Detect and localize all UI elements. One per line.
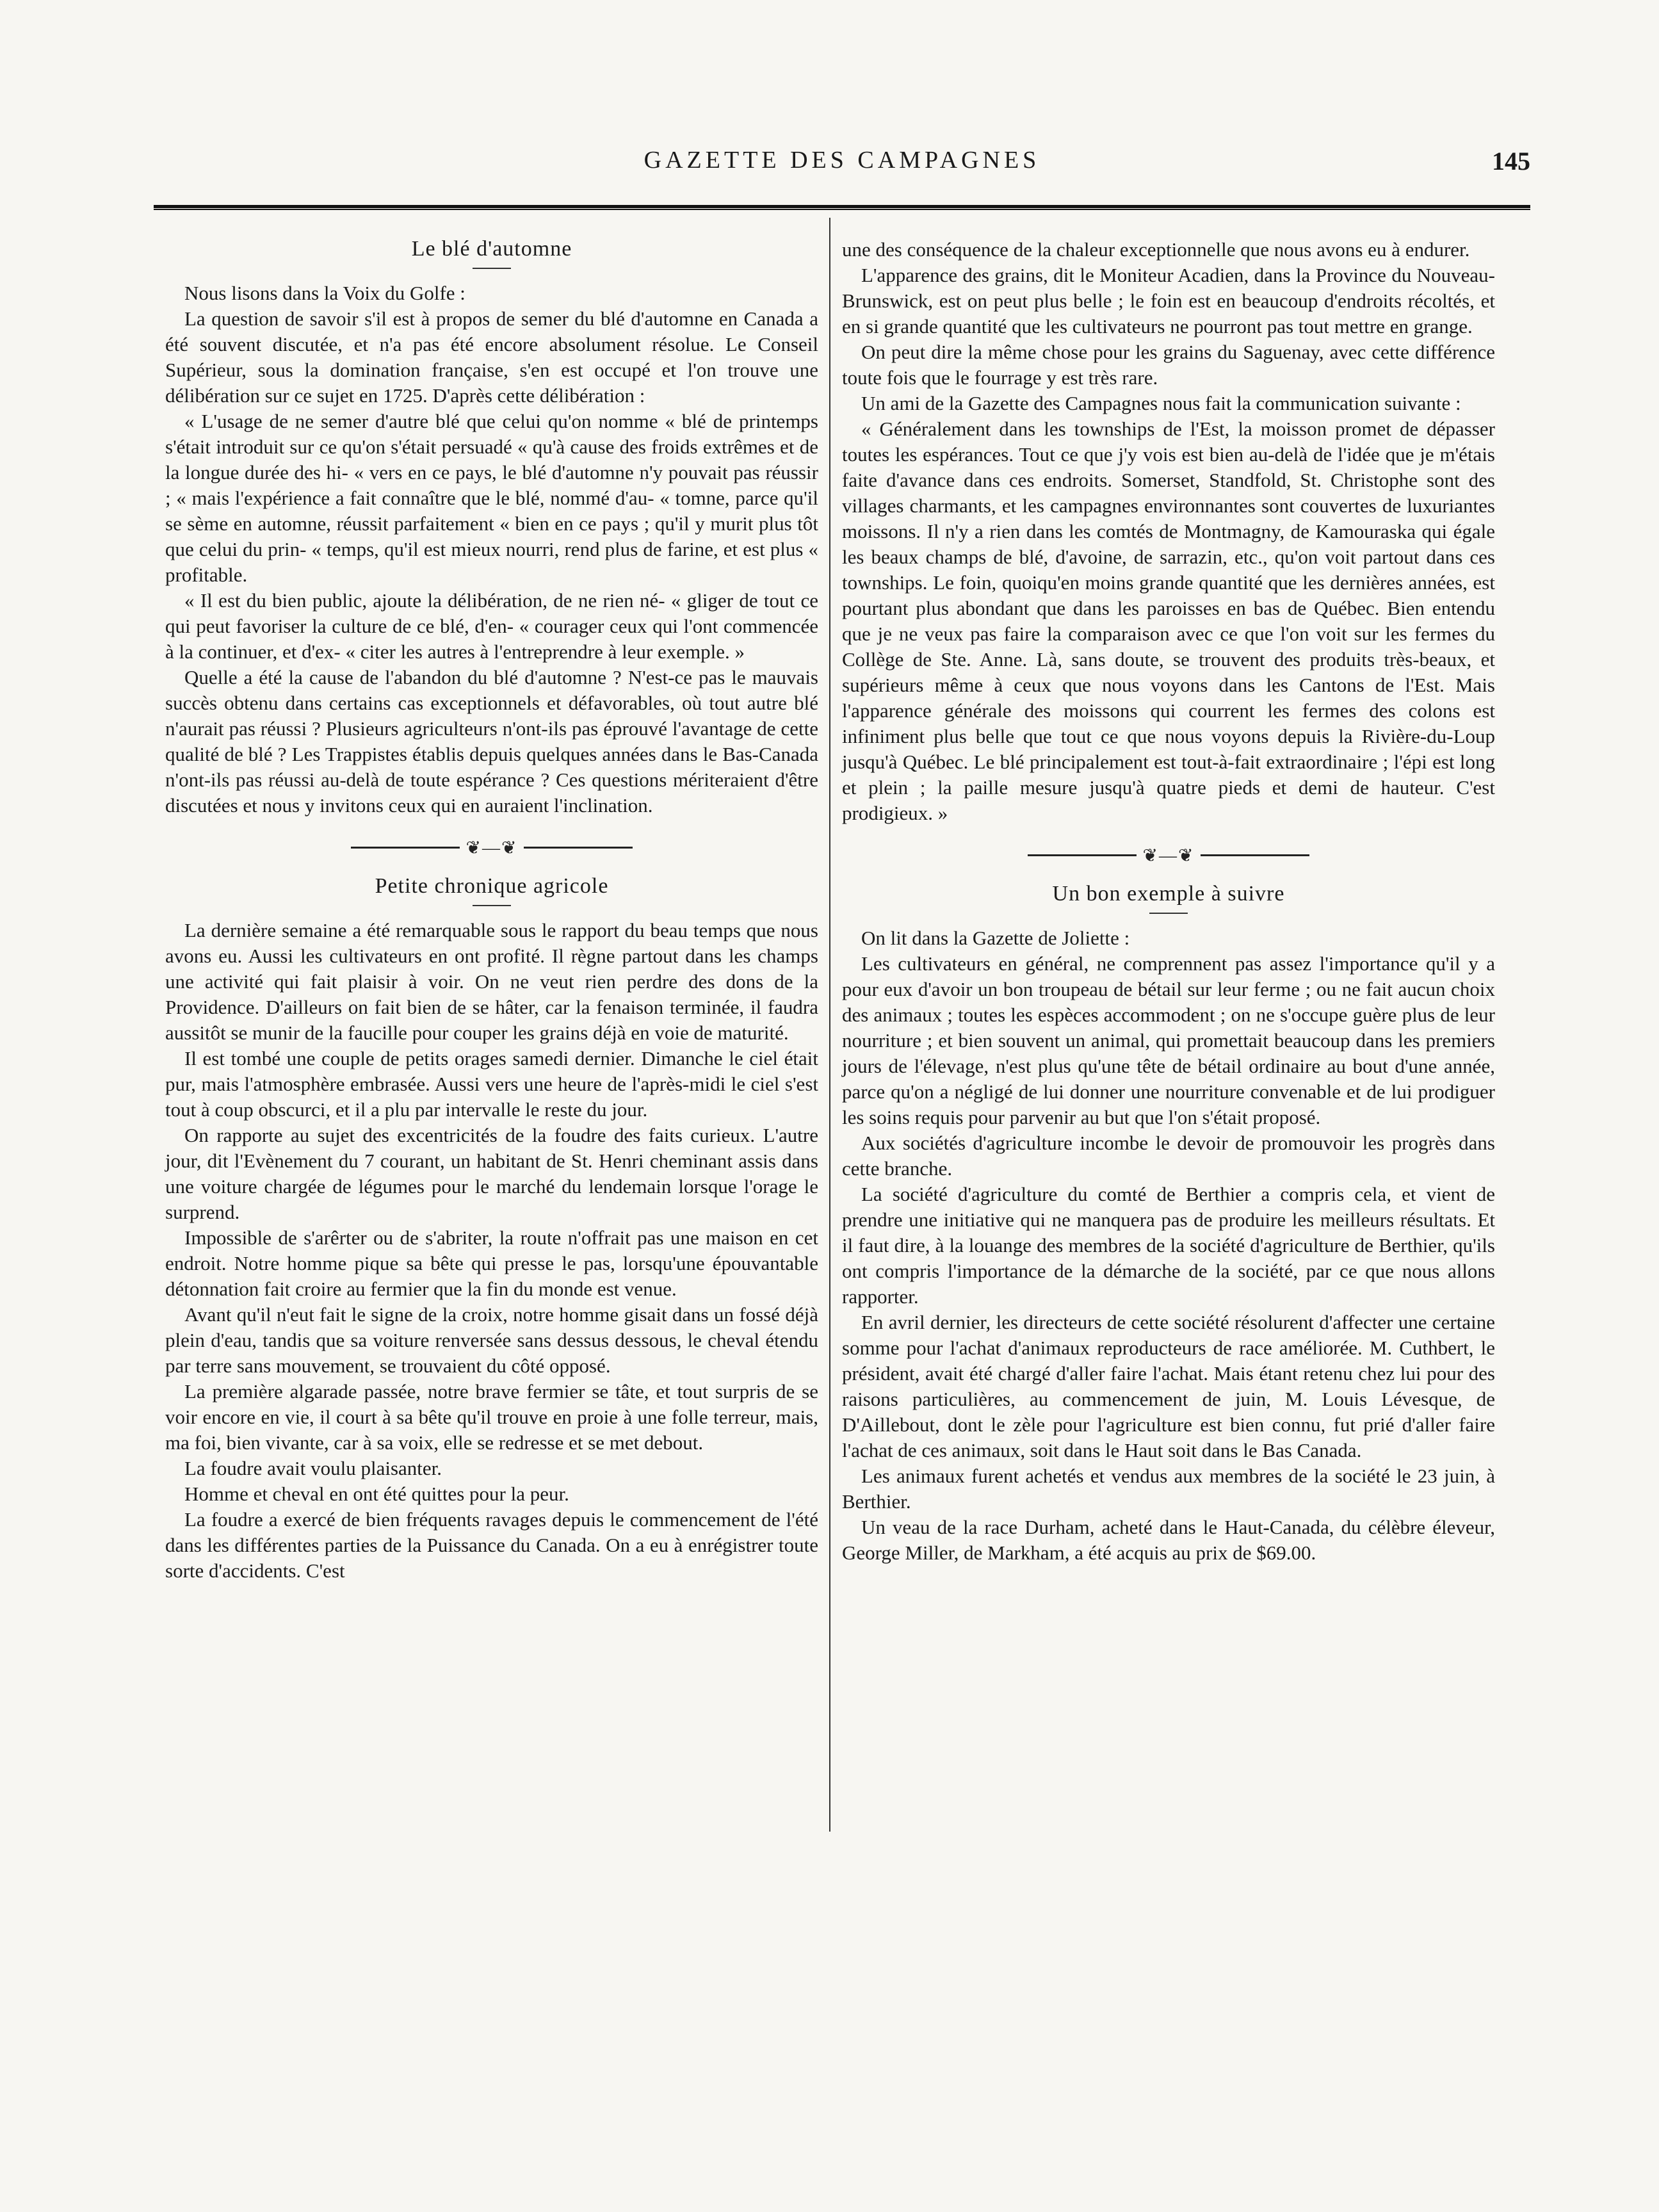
article-paragraph: La première algarade passée, notre brave fermier se tâte, et tout surpris de se voir encore en vie, il court à sa bête qu'il trouve en proie à une folle terreur, mais, ma foi, bien vivante, car à sa voix, elle se redresse et se met debout. — [165, 1379, 818, 1454]
section-ornament: ❦―❦ — [165, 836, 818, 859]
title-dash — [473, 268, 511, 269]
article-paragraph: La société d'agriculture du comté de Berthier a compris cela, et vient de prendre une initiative qui ne manquera pas de produire les meilleurs résultats. Et il faut dire, à la louange des membres de la société d'agriculture de Berthier, qu'ils ont compris l'importance de la démarche de la société, par ce que nous allons rapporter. — [842, 1182, 1495, 1308]
quote-paragraph: « L'usage de ne semer d'autre blé que celui qu'on nomme « blé de printemps s'était introduit sur ce qu'on s'était persuadé « qu'à cause des froids extrêmes et de la longue durée des hi- « vers en ce pays, le blé d'automne n'y pouvait pas réussir ; « mais l'expérience a fait connaître que le blé, nommé d'au- « tomne, parce qu'il se sème en automne, réussit parfaitement « bien en ce pays ; qu'il y murit plus tôt que celui du prin- « temps, qu'il est mieux nourri, rend plus de farine, et est plus « profitable. — [165, 410, 818, 586]
article-paragraph: L'apparence des grains, dit le Moniteur Acadien, dans la Province du Nouveau-Brunswick, est on peut plus belle ; le foin est en beaucoup d'endroits récoltés, et en si grande quantité que les cultivateurs ne pourront pas tout mettre en grange. — [842, 264, 1495, 337]
article-paragraph: Les cultivateurs en général, ne comprennent pas assez l'importance qu'il y a pour eux d'avoir un bon troupeau de bétail sur leur ferme ; ou ne fait aucun choix des animaux ; toutes les espèces accommodent ; on ne s'occupe guère plus de leur nourriture ; et bien souvent un animal, qui promettait beaucoup dans les premiers jours de l'élevage, n'est plus qu'une tête de bétail ordinaire au bout d'une année, parce qu'on a négligé de lui donner une nourriture convenable et de lui prodiguer les soins requis pour parvenir au but que l'on s'était proposé. — [842, 952, 1495, 1128]
page-header — [154, 146, 1530, 184]
article-title-bon-exemple: Un bon exemple à suivre — [1052, 881, 1285, 906]
article-title-petite-chronique: Petite chronique agricole — [375, 874, 609, 898]
article-paragraph: Les animaux furent achetés et vendus aux membres de la société le 23 juin, à Berthier. — [842, 1464, 1495, 1513]
article-paragraph: Un ami de la Gazette des Campagnes nous fait la communication suivante : — [861, 392, 1461, 414]
article-paragraph: Il est tombé une couple de petits orages samedi dernier. Dimanche le ciel était pur, mais l'atmosphère embrasée. Aussi vers une heure de l'après-midi le ciel s'est tout à coup obscurci, et il a plu par intervalle le reste du jour. — [165, 1046, 818, 1121]
article-title-ble-automne: Le blé d'automne — [411, 237, 572, 261]
header-rule — [154, 205, 1530, 210]
article-paragraph: On rapporte au sujet des excentricités de la foudre des faits curieux. L'autre jour, dit l'Evènement du 7 courant, un habitant de St. Henri cheminant assis dans une voiture chargée de légumes pour le marché du lendemain lorsque l'orage le surprend. — [165, 1123, 818, 1223]
article-paragraph: En avril dernier, les directeurs de cette société résolurent d'affecter une certaine somme pour l'achat d'animaux reproducteurs de race améliorée. M. Cuthbert, le président, avait été chargé d'aller faire l'achat. Mais étant retenu chez lui pour des raisons particulières, au commencement de juin, M. Louis Lévesque, de D'Aillebout, dont le zèle pour l'agriculture est bien connu, fut prié d'aller faire l'achat de ces animaux, soit dans le Haut soit dans le Bas Canada. — [842, 1310, 1495, 1461]
quote-paragraph: « Généralement dans les townships de l'Est, la moisson promet de dépasser toutes les espérances. Tout ce que j'y vois est bien au-delà de l'idée que je m'étais faite d'avance dans ces endroits. Somerset, Standfold, St. Christophe sont des villages charmants, et les campagnes environnantes sont couvertes de luxuriantes moissons. Il n'y a rien dans les comtés de Montmagny, de Kamouraska qui égale les beaux champs de blé, d'avoine, de sarrazin, etc., qu'on voit partout dans ces townships. Le foin, quoiqu'en moins grande quantité que les dernières années, est pourtant plus abondant que dans les paroisses en bas de Québec. Bien entendu que je ne veux pas faire la comparaison avec ce que l'on voit sur les fermes du Collège de Ste. Anne. Là, sans doute, se trouvent des produits très-beaux, et supérieurs même à ceux que nous voyons dans les Cantons de l'Est. Mais l'apparence générale des moissons qui courrent les fermes des colons est infiniment plus belle que tout ce que nous voyons depuis la Rivière-du-Loup jusqu'à Québec. Le blé principalement est tout-à-fait extraordinaire ; l'épi est long et plein ; la paille mesure jusqu'à quatre pieds et demi de hauteur. C'est prodigieux. » — [842, 418, 1495, 824]
article-paragraph: La dernière semaine a été remarquable sous le rapport du beau temps que nous avons eu. Aussi les cultivateurs en ont profité. Il règne partout dans les champs une activité qui fait plaisir à voir. On ne veut rien perdre des dons de la Providence. D'ailleurs on fait bien de se hâter, car la fenaison terminée, il faudra aussitôt se munir de la faucille pour couper les grains déjà en voie de maturité. — [165, 918, 818, 1044]
column-divider — [829, 218, 830, 1832]
article-paragraph: La question de savoir s'il est à propos de semer du blé d'automne en Canada a été souvent discutée, et n'a pas été encore absolument résolue. Le Conseil Supérieur, sous la domination française, s'en est occupé et l'on trouve une délibération sur ce sujet en 1725. D'après cette délibération : — [165, 307, 818, 407]
article-paragraph: Impossible de s'arêrter ou de s'abriter, la route n'offrait pas une maison en cet endroit. Notre homme pique sa bête qui presse le pas, lorsqu'une épouvantable détonnation fait croire au fermier que la fin du monde est venue. — [165, 1226, 818, 1300]
article-paragraph: une des conséquence de la chaleur exceptionnelle que nous avons eu à endurer. — [842, 238, 1470, 261]
page-number: 145 — [1492, 147, 1530, 175]
title-dash — [473, 905, 511, 906]
article-paragraph: Aux sociétés d'agriculture incombe le devoir de promouvoir les progrès dans cette branche. — [842, 1131, 1495, 1180]
right-column — [842, 237, 1495, 1566]
article-paragraph: Homme et cheval en ont été quittes pour la peur. — [184, 1482, 569, 1505]
article-paragraph: La foudre a exercé de bien fréquents ravages depuis le commencement de l'été dans les différentes parties de la Puissance du Canada. On a eu à enrégistrer toute sorte d'accidents. C'est — [165, 1508, 818, 1582]
article-paragraph: Un veau de la race Durham, acheté dans le Haut-Canada, du célèbre éleveur, George Miller, de Markham, a été acquis au prix de $69.00. — [842, 1515, 1495, 1564]
left-column — [165, 237, 818, 1584]
section-ornament: ❦―❦ — [842, 844, 1495, 866]
article-paragraph: On peut dire la même chose pour les grains du Saguenay, avec cette différence toute fois que le fourrage y est très rare. — [842, 341, 1495, 389]
quote-paragraph: « Il est du bien public, ajoute la délibération, de ne rien né- « gliger de tout ce qui peut favoriser la culture de ce blé, d'en- « courager ceux qui l'ont commencée à la continuer, et d'ex- « citer les autres à l'entreprendre à leur exemple. » — [165, 589, 818, 663]
article-paragraph: Nous lisons dans la Voix du Golfe : — [184, 282, 465, 304]
title-dash — [1149, 913, 1188, 914]
article-paragraph: On lit dans la Gazette de Joliette : — [861, 926, 1130, 949]
article-paragraph: Quelle a été la cause de l'abandon du blé d'automne ? N'est-ce pas le mauvais succès obtenu dans certains cas exceptionnels et défavorables, où tout autre blé n'aurait pas réussi ? Plusieurs agriculteurs n'ont-ils pas éprouvé l'avantage de cette qualité de blé ? Les Trappistes établis depuis quelques années dans le Bas-Canada n'ont-ils pas réussi au-delà de toute espérance ? Ces questions mériteraient d'être discutées et nous y invitons ceux qui en auraient l'inclination. — [165, 666, 818, 817]
article-paragraph: La foudre avait voulu plaisanter. — [184, 1456, 442, 1479]
article-paragraph: Avant qu'il n'eut fait le signe de la croix, notre homme gisait dans un fossé déjà plein d'eau, tandis que sa voiture renversée sans dessus dessous, le cheval étendu par terre sans mouvement, se trouvaient du côté opposé. — [165, 1303, 818, 1377]
running-head: GAZETTE DES CAMPAGNES — [643, 147, 1040, 174]
